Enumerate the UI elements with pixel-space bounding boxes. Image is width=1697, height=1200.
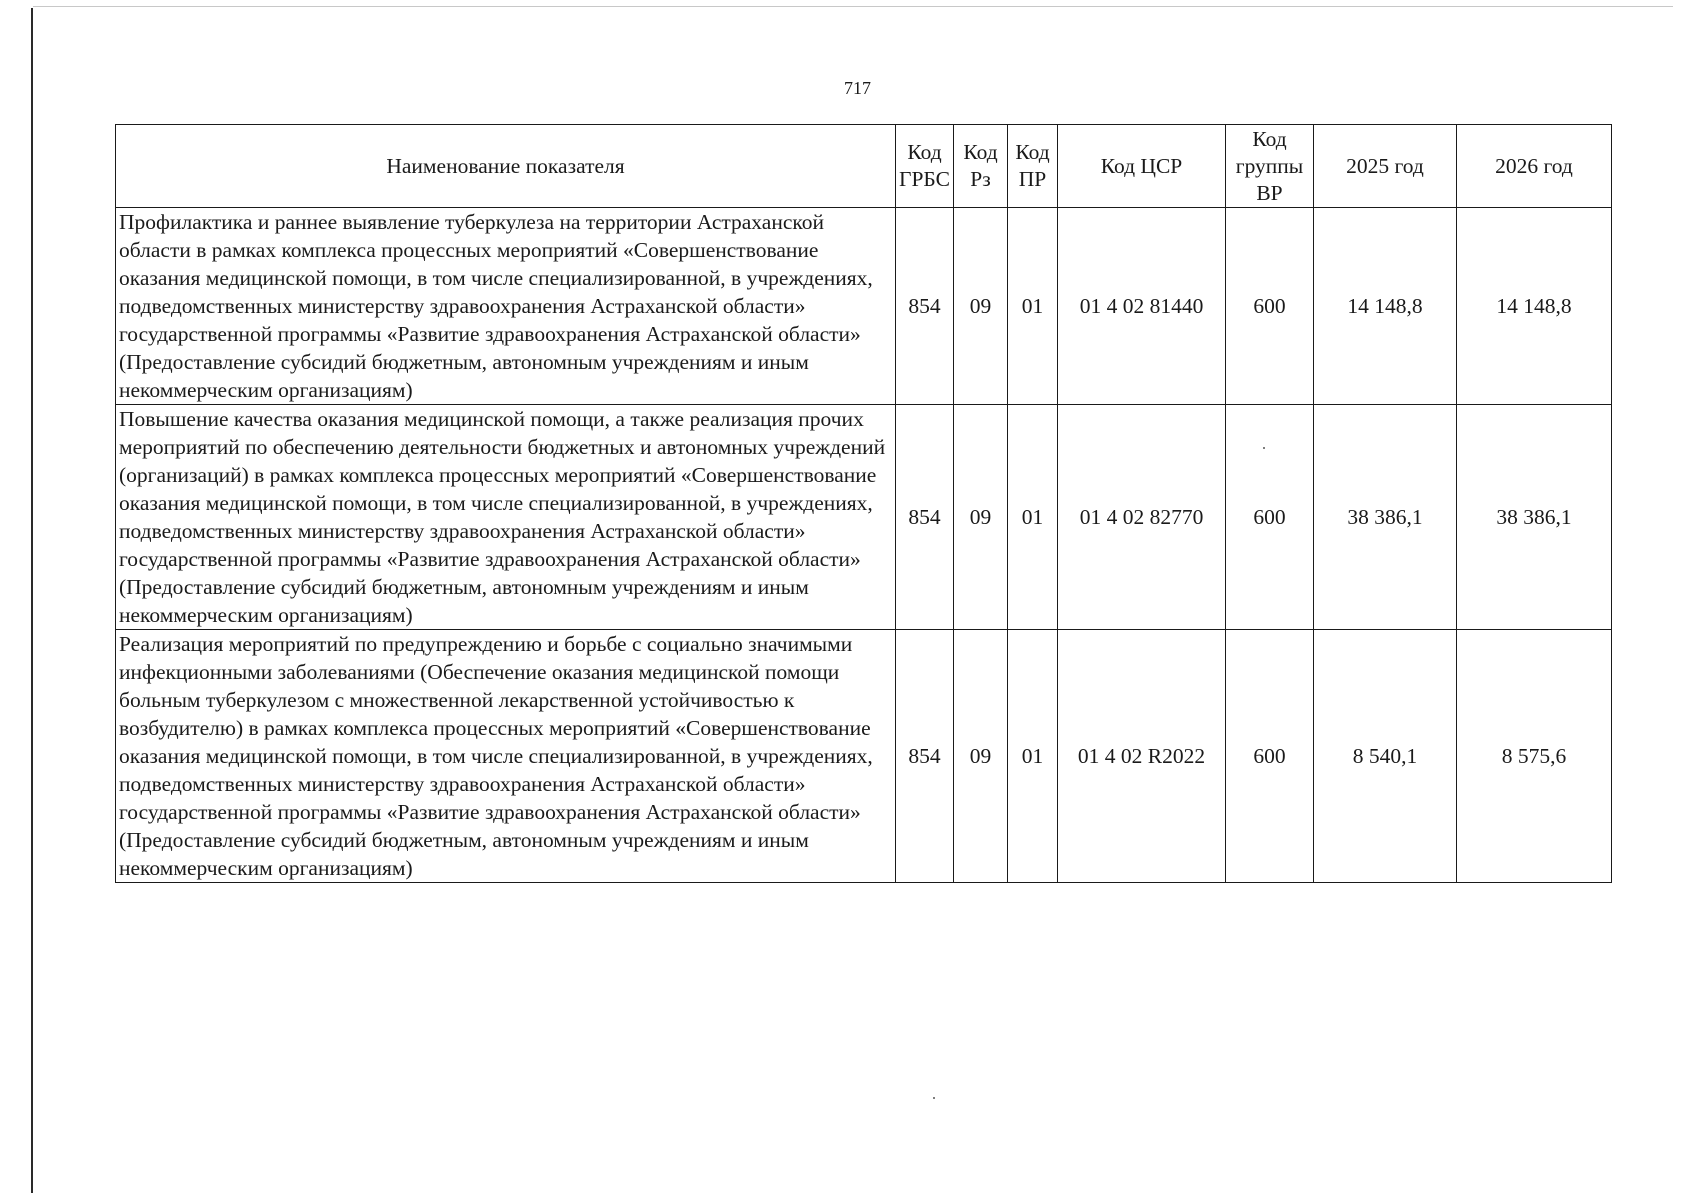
row-2025: 8 540,1 — [1314, 630, 1457, 883]
scan-speck — [933, 1097, 935, 1099]
row-rz: 09 — [954, 208, 1008, 405]
budget-table — [115, 124, 1612, 883]
row-vr: 600 — [1226, 405, 1314, 630]
page-number: 717 — [844, 78, 871, 98]
row-pr: 01 — [1008, 405, 1058, 630]
header-rz: Код Рз — [954, 125, 1008, 208]
row-vr: 600 — [1226, 630, 1314, 883]
row-csr: 01 4 02 R2022 — [1058, 630, 1226, 883]
scan-speck — [1263, 447, 1265, 449]
row-2025: 38 386,1 — [1314, 405, 1457, 630]
header-2026: 2026 год — [1457, 125, 1612, 208]
header-grbs: Код ГРБС — [896, 125, 954, 208]
row-name: Реализация мероприятий по предупреждению и борьбе с социально значимыми инфекционными заболеваниями (Обеспечение оказания медицинской помощи больным туберкулезом с множественной лекарственной устойчивостью к возбудителю) в рамках комплекса процессных мероприятий «Совершенствование оказания медицинской помощи, в том числе специализированной, в учреждениях, подведомственных министерству здравоохранения Астраханской области» государственной программы «Развитие здравоохранения Астраханской области» (Предоставление субсидий бюджетным, автономным учреждениям и иным некоммерческим организациям) — [116, 630, 896, 883]
row-csr: 01 4 02 82770 — [1058, 405, 1226, 630]
table-row — [116, 405, 1612, 630]
row-2025: 14 148,8 — [1314, 208, 1457, 405]
row-pr: 01 — [1008, 630, 1058, 883]
row-csr: 01 4 02 81440 — [1058, 208, 1226, 405]
header-csr: Код ЦСР — [1058, 125, 1226, 208]
header-pr: Код ПР — [1008, 125, 1058, 208]
header-name: Наименование показателя — [116, 125, 896, 208]
header-vr: Код группы ВР — [1226, 125, 1314, 208]
row-2026: 38 386,1 — [1457, 405, 1612, 630]
row-grbs: 854 — [896, 208, 954, 405]
row-pr: 01 — [1008, 208, 1058, 405]
row-rz: 09 — [954, 630, 1008, 883]
scan-top-border — [33, 6, 1673, 7]
table-header-row — [116, 125, 1612, 208]
row-name: Повышение качества оказания медицинской помощи, а также реализация прочих мероприятий по обеспечению деятельности бюджетных и автономных учреждений (организаций) в рамках комплекса процессных мероприятий «Совершенствование оказания медицинской помощи, в том числе специализированной, в учреждениях, подведомственных министерству здравоохранения Астраханской области» государственной программы «Развитие здравоохранения Астраханской области» (Предоставление субсидий бюджетным, автономным учреждениям и иным некоммерческим организациям) — [116, 405, 896, 630]
table-row — [116, 208, 1612, 405]
table-row — [116, 630, 1612, 883]
row-2026: 8 575,6 — [1457, 630, 1612, 883]
row-grbs: 854 — [896, 630, 954, 883]
row-grbs: 854 — [896, 405, 954, 630]
row-name: Профилактика и раннее выявление туберкулеза на территории Астраханской области в рамках комплекса процессных мероприятий «Совершенствование оказания медицинской помощи, в том числе специализированной, в учреждениях, подведомственных министерству здравоохранения Астраханской области» государственной программы «Развитие здравоохранения Астраханской области» (Предоставление субсидий бюджетным, автономным учреждениям и иным некоммерческим организациям) — [116, 208, 896, 405]
row-2026: 14 148,8 — [1457, 208, 1612, 405]
scan-left-border — [31, 8, 33, 1193]
header-2025: 2025 год — [1314, 125, 1457, 208]
row-rz: 09 — [954, 405, 1008, 630]
row-vr: 600 — [1226, 208, 1314, 405]
